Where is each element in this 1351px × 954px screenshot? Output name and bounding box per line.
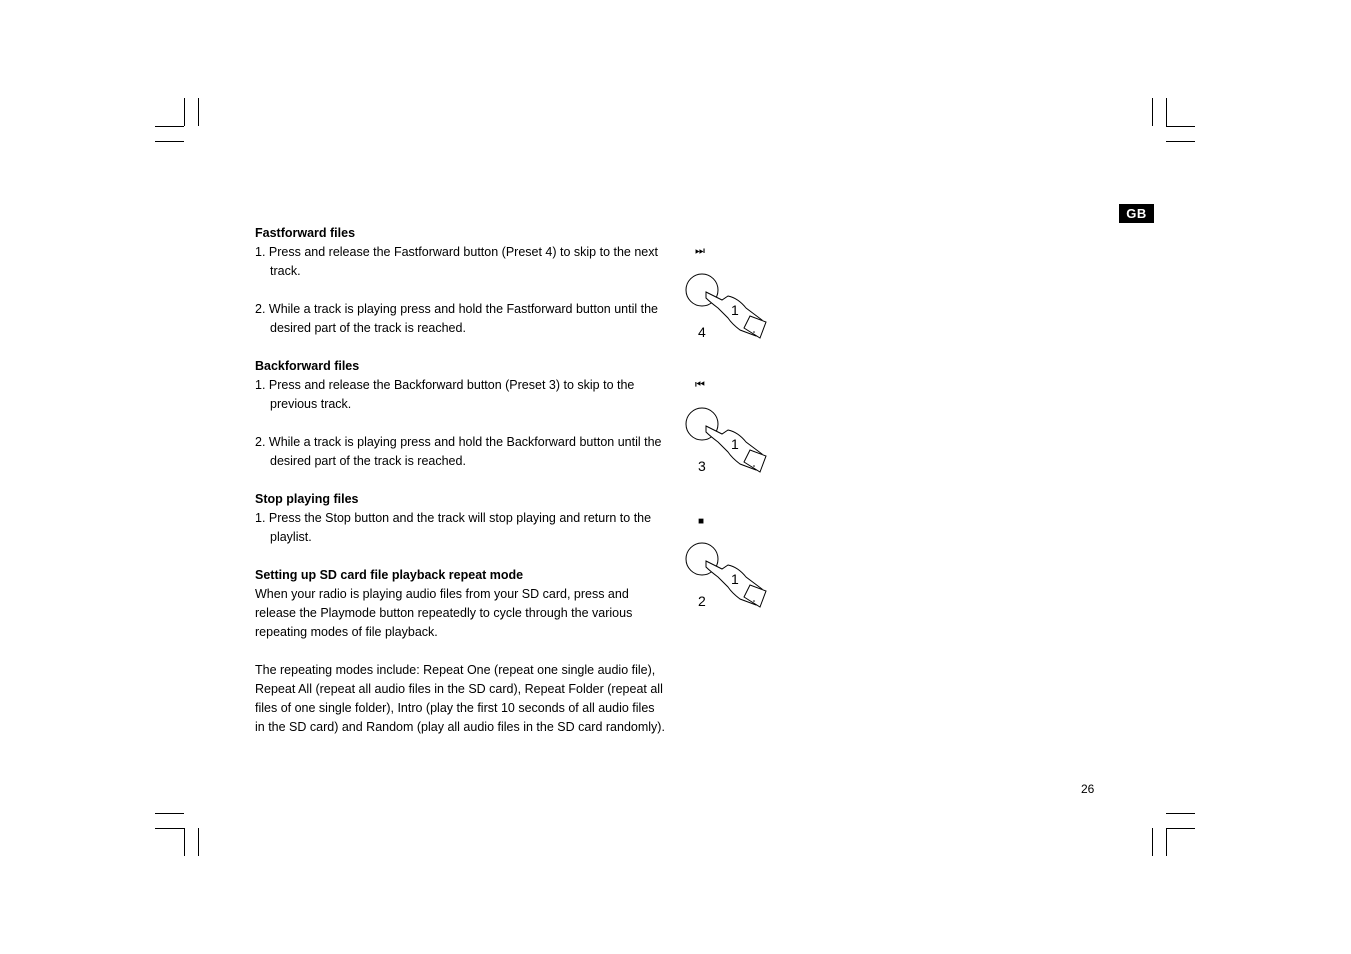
- repeat-heading: Setting up SD card file playback repeat mode: [255, 568, 524, 582]
- fastforward-heading: Fastforward files: [255, 226, 356, 240]
- stop-icon: ■: [698, 516, 705, 527]
- page-number: 26: [1081, 782, 1095, 796]
- document-body: [255, 224, 675, 737]
- backforward-heading: Backforward files: [255, 359, 360, 373]
- preset-3-label: 3: [698, 458, 706, 474]
- finger-label: 1: [731, 436, 739, 452]
- repeat-paragraph-2: The repeating modes include: Repeat One (repeat one single audio file), Repeat All (repeat all audio files in the SD card), Repeat Folder (repeat all files of one single folder), Intro (play the first 10 seconds of all audio files in the SD card) and Random (play all audio files in the SD card randomly).: [255, 663, 665, 734]
- backforward-step-2: 2. While a track is playing press and hold the Backforward button until the desired part of the track is reached.: [255, 435, 662, 468]
- stop-step-1: 1. Press the Stop button and the track will stop playing and return to the playlist.: [255, 511, 652, 544]
- previous-track-icon: ⏮: [695, 379, 705, 391]
- finger-label: 1: [731, 571, 739, 587]
- repeat-paragraph-1: When your radio is playing audio files from your SD card, press and release the Playmode button repeatedly to cycle through the various repeating modes of file playback.: [255, 587, 633, 639]
- finger-label: 1: [731, 302, 739, 318]
- preset-2-label: 2: [698, 593, 706, 609]
- next-track-icon: ⏭: [695, 245, 705, 257]
- fastforward-step-2: 2. While a track is playing press and hold the Fastforward button until the desired part of the track is reached.: [255, 302, 658, 335]
- language-badge: GB: [1119, 204, 1154, 223]
- preset-4-label: 4: [698, 324, 706, 340]
- stop-heading: Stop playing files: [255, 492, 359, 506]
- fastforward-step-1: 1. Press and release the Fastforward button (Preset 4) to skip to the next track.: [255, 245, 658, 278]
- backforward-step-1: 1. Press and release the Backforward button (Preset 3) to skip to the previous track.: [255, 378, 635, 411]
